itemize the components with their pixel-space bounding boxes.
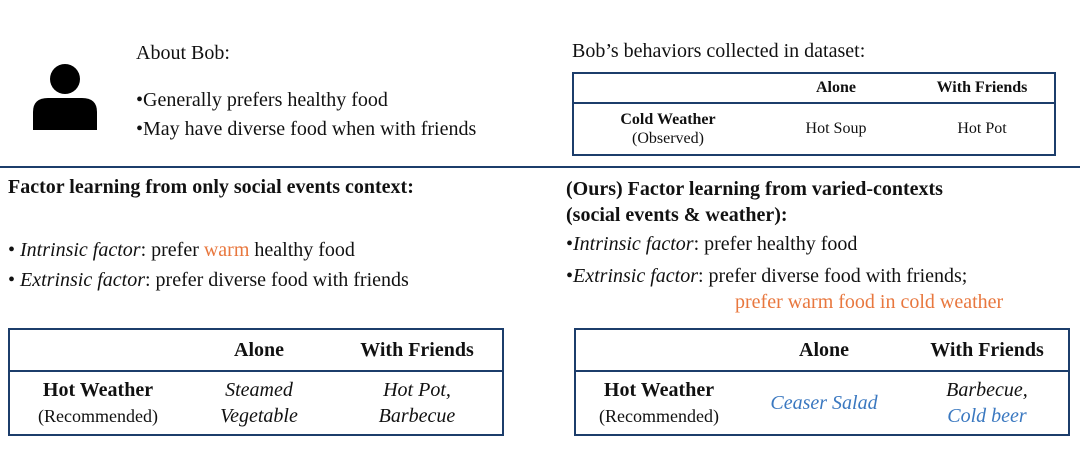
bullet: • <box>8 269 21 291</box>
row-label <box>9 371 186 435</box>
row-label-sub: (Observed) <box>632 130 704 147</box>
cell-line: Cold beer <box>947 405 1027 427</box>
factor-label: Extrinsic factor <box>20 269 145 291</box>
about-list <box>136 86 476 144</box>
cell-line: Vegetable <box>220 405 298 427</box>
factor-label: Intrinsic factor <box>573 233 694 255</box>
bullet: • <box>566 233 574 255</box>
table-header-row <box>575 329 1069 371</box>
cell-line: Barbecue, <box>946 379 1028 401</box>
row-label-main: Hot Weather <box>42 379 154 401</box>
bullet: • <box>566 265 574 287</box>
section-divider <box>0 166 1080 168</box>
header-friends: With Friends <box>332 329 503 371</box>
factor-text: : prefer healthy food <box>693 233 858 255</box>
row-label-sub: (Recommended) <box>599 406 719 426</box>
cell-line: Steamed <box>225 379 293 401</box>
right-extrinsic-factor <box>566 262 967 290</box>
table-header-row <box>9 329 503 371</box>
heading-line: (Ours) Factor learning from varied-contexts <box>566 178 943 200</box>
cell-friends <box>332 371 503 435</box>
header-alone: Alone <box>742 329 906 371</box>
table-header-row <box>573 73 1055 103</box>
factor-label: Extrinsic factor <box>573 265 698 287</box>
cell-alone: Ceaser Salad <box>770 392 878 414</box>
cell-alone: Hot Soup <box>805 120 867 137</box>
person-icon <box>30 62 100 132</box>
table-row <box>575 371 1069 435</box>
factor-text: : prefer diverse food with friends <box>145 269 409 291</box>
row-label-main: Cold Weather <box>620 111 716 128</box>
header-friends: With Friends <box>906 329 1069 371</box>
header-empty-cell <box>573 73 762 103</box>
about-title: About Bob: <box>136 42 230 64</box>
heading-line: (social events & weather): <box>566 204 788 226</box>
cell-line: Hot Pot, <box>383 379 451 401</box>
cell-friends <box>906 371 1069 435</box>
behaviors-title: Bob’s behaviors collected in dataset: <box>572 40 866 62</box>
row-label-sub: (Recommended) <box>38 406 158 426</box>
header-friends: With Friends <box>910 73 1055 103</box>
header-alone: Alone <box>186 329 332 371</box>
left-intrinsic-factor <box>8 236 355 264</box>
row-label <box>573 103 762 155</box>
left-heading: Factor learning from only social events context: <box>8 176 414 198</box>
about-item: •Generally prefers healthy food <box>136 89 388 111</box>
factor-text: healthy food <box>249 239 355 261</box>
cell-line: Barbecue <box>378 405 456 427</box>
cell-friends: Hot Pot <box>957 120 1007 137</box>
header-empty-cell <box>575 329 742 371</box>
warm-weather-factor: prefer warm food in cold weather <box>735 291 1004 313</box>
cell-alone <box>186 371 332 435</box>
factor-text: : prefer diverse food with friends; <box>698 265 968 287</box>
table-row <box>573 103 1055 155</box>
left-extrinsic-factor <box>8 266 409 294</box>
header-alone: Alone <box>762 73 910 103</box>
factor-label: Intrinsic factor <box>20 239 141 261</box>
warm-highlight: warm <box>203 239 250 261</box>
bullet: • <box>8 239 21 261</box>
factor-text: : prefer <box>140 239 204 261</box>
header-empty-cell <box>9 329 186 371</box>
right-intrinsic-factor <box>566 230 857 258</box>
row-label <box>575 371 742 435</box>
about-item: •May have diverse food when with friends <box>136 118 477 140</box>
behaviors-table <box>572 72 1056 156</box>
right-heading <box>566 176 943 228</box>
right-recommendation-table <box>574 328 1070 436</box>
row-label-main: Hot Weather <box>603 379 715 401</box>
left-recommendation-table <box>8 328 504 436</box>
table-row <box>9 371 503 435</box>
